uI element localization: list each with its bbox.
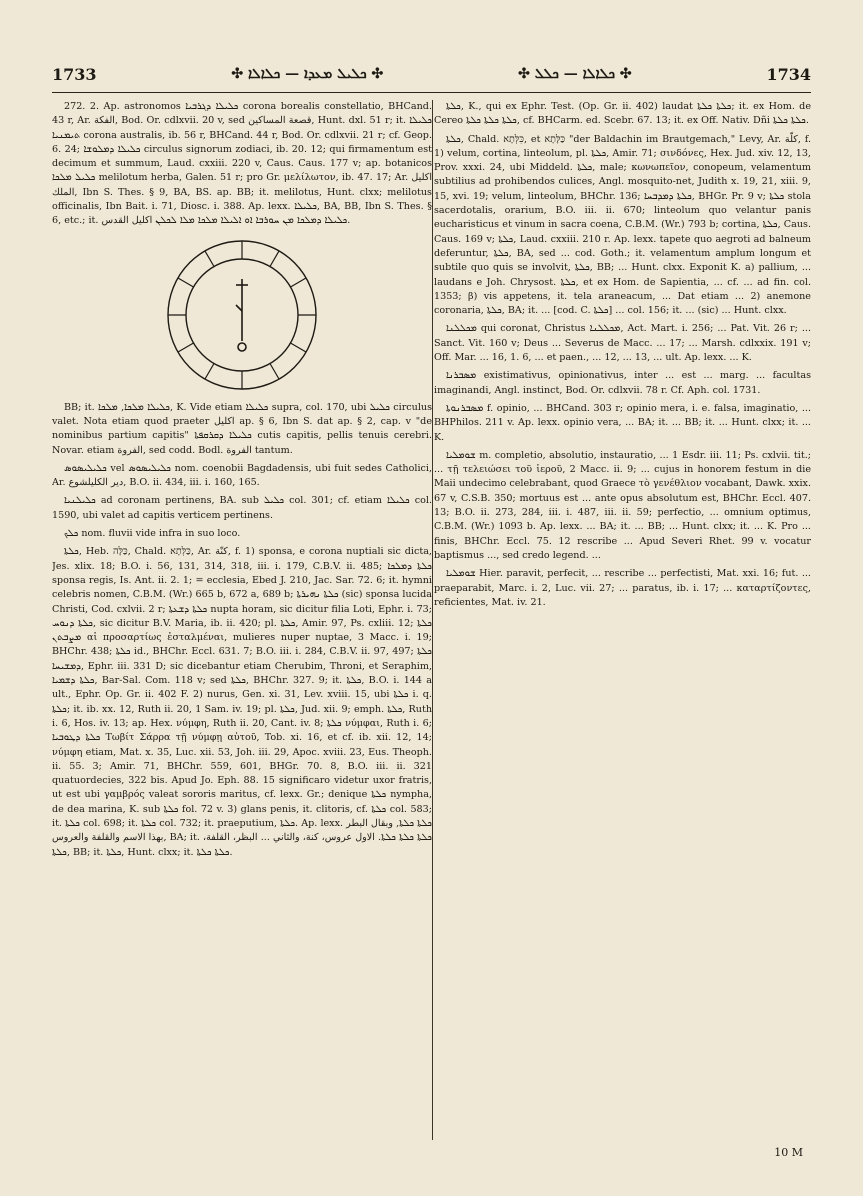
right-running-title: ✣ ܟܠܐܠܐ — ܟܠܠ ✣ [518,66,632,82]
entry-paragraph: ܟܠܬܐ, Chald. כִּלְּתָא, et כַּלָּתָא "der Baldachin im Brautgemach," Levy, Ar. كلّة, f. 1) velum, cortina, linteolum, pl. ܟܠܬܐ, Amir. 71; σινδόνες, Hex. Jud. xiv. 12, 13, Prov. xxxi. 24, ubi Middeld. ܟܠܬܐ, male; κωνωπεῖον, conopeum, velamentum subtilius ad prohibendos culices, Angl. mosquito-net, Judith x. 19, 21, xiii. 9, 15, xvi. 19; velum, linteolum, BHChr. 136; ܟܠܬܐ ܕܡܕܒܚܐ, BHGr. Pr. 9 v; ܟܠܬܐ stola sacerdotalis, orarium, B.O. iii. ii. 670; linteolum quo velantur panis eucharisticus et vinum in sacra coena, C.B.M. (Wr.) 793 b; cortina, ܟܠܬܐ, Caus. Caus. 169 v; ܟܠܬܐ, Laud. cxxiii. 210 r. Ap. lexx. tapete quo aegroti ad balneum deferuntur, ܟܠܬܐ, BA, sed ... cod. Goth.; it. velamentum amplum longum et subtile quo quis se involvit, ܟܠܬܐ, BB; ... Hunt. clxx. Exponit K. a) pallium, ... laudans e Joh. Chrysost. ܟܠܬܐ, et ex Hom. de Sapientia, ... cf. ... ad fin. col. 1353; β) vis appetens, it. tela araneacum, ... Dat etiam ... 2) anemone coronaria, ܟܠܬܐ, BA; it. ... [cod. C. ܟܠܬܐ] ... col. 156; it. ... (sic) ... Hunt. clxx. [434,133,811,317]
entry-paragraph: ܫܘܡܠܝܐ Hier. paravit, perfecit, ... rescribe ... perfectisti, Mat. xxi. 16; fut. ... praeparabit, Marc. i. 2, Luc. vii. 27; ... paratus, ib. i. 17; ... καταρτίζοντες, reficientes, Mat. iv. 21. [434,568,811,608]
right-page-number: 1734 [766,64,811,84]
page-header [52,60,811,88]
entry-paragraph: BB; it. ܟܠܝܠܐ ܡܠܟܐ, ܡܠܟܐ, K. Vide etiam ܟܠܝܠܐ supra, col. 170, ubi ܟܠܝܠ circulus valet. Nota etiam quod praeter اكليل ap. § 6, Ibn S. dat ap. § 2, cap. v "de nominibus partium capitis" ܟܠܝܠܐ ܕܩܪܩܦܬܐ cutis capitis, pellis tenuis cerebri. Novar. etiam الفروة, sed codd. Bodl. الفروة tantum. [52,401,432,456]
entry-paragraph: ܟܠܬܐ, K., qui ex Ephr. Test. (Op. Gr. ii. 402) laudat ܟܠܬܐ ܟܠܬܐ; it. ex Hom. de Cereo ܟܠܬܐ ܟܠܬܐ ܟܠܬܐ, cf. BHCarm. ed. Scebr. 67. 13; it. ex Off. Nativ. Dñi ܟܠܬܐ ܟܠܬܐ. [434,101,811,127]
right-column [434,100,811,1140]
left-running-title: ✣ ܟܠܝܠ ܡܥܕܐ — ܟܠܐܠܐ ✣ [231,66,384,82]
entry-paragraph: ܡܟܠܠܢܐ qui coronat, Christus ܡܟܠܠܢܐ, Act. Mart. i. 256; ... Pat. Vit. 26 r; ... Sanct. Vit. 160 v; Deus ... Severus de Macc. ... 17; ... Marsh. cdlxxix. 191 v; Off. Mar. ... 16, 1. 6, ... et paen., ... 12, ... 13, ... ult. Ap. lexx. ... K. [434,323,811,364]
left-column [52,100,432,1140]
column-divider [432,100,433,1140]
entry-paragraph: ܟܠܬܐ, Heb. כַּלָּה, Chald. כַּלְּתָא, Ar. كنّة, f. 1) sponsa, e corona nuptiali sic dicta, Jes. xlix. 18; B.O. i. 56, 131, 314, 318, iii. i. 179, C.B.V. ii. 485; ܟܠܬܐ ܕܡܠܟܐ sponsa regis, Is. Ant. ii. 2. 1; = ecclesia, Ebed J. 210, Jac. Sar. 72. 6; it. hymni celebris nomen, C.B.M. (Wr.) 665 b, 672 a, 689 b; ܟܠܬܐ ܢܗܝܪܬܐ (sic) sponsa lucida Christi, Cod. cxlvii. 2 r; ܟܠܬܐ ܕܫܥܬܐ nupta horam, sic dicitur filia Loti, Ephr. i. 73; ܟܠܬܐ ܕܢܘܚ, sic dicitur B.V. Maria, ib. ii. 420; pl. ܟܠܬܐ, Amir. 97, Ps. cxliii. 12; ܟܠܬܐ ܡܨܒܬܢ αἱ προσαρτίως ἐσταλμέναι, mulieres nuper nuptae, 3 Macc. i. 19; BHChr. 438; ܟܠܬܐ id., BHChr. Eccl. 631. 7; B.O. iii. i. 284, C.B.V. ii. 97, 497; ܟܠܬܐ ܕܡܫܝܚܐ, Ephr. iii. 331 D; sic dicebantur etiam Cherubim, Throni, et Seraphim, ܟܠܬܐ ܕܫܡܝܐ, Bar-Sal. Com. 118 v; sed ܟܠܬܐ, BHChr. 327. 9; it. ܟܠܬܐ, B.O. i. 144 a ult., Ephr. Op. Gr. ii. 402 F. 2) nurus, Gen. xi. 31, Lev. xviii. 15, ubi ܟܠܬܐ i. q. ܟܠܬܐ; it. ib. xx. 12, Ruth ii. 20, 1 Sam. iv. 19; pl. ܟܠܬܐ, Jud. xii. 9; emph. ܟܠܬܐ, Ruth i. 6, Hos. iv. 13; ap. Hex. νύμφη, Ruth ii. 20, Cant. iv. 8; ܟܠܬܐ νύμφαι, Ruth i. 6; ܟܠܬܐ ܕܛܘܒܝܐ Τωβίτ Σάρρα τῇ νύμφῃ αὐτοῦ, Tob. xi. 16, et cf. ib. xii. 12, 14; νύμφη etiam, Mat. x. 35, Luc. xii. 53, Joh. iii. 29, Apoc. xviii. 23, Eus. Theoph. ii. 55. 3; Amir. 71, BHChr. 559, 601, BHGr. 70. 8, B.O. iii. ii. 321 quatuordecies, 322 bis. Apud Jo. Eph. 88. 15 significaro videtur uxor fratris, ut est ubi γαμβρός valeat sororis maritus, cf. lexx. Gr.; denique ܟܠܬܐ nympha, de dea marina, K. sub ܟܠܬܐ fol. 72 v. 3) glans penis, it. clitoris, cf. ܟܠܬܐ col. 583; it. ܟܠܬܐ col. 698; it. ܟܠܬܐ col. 732; it. praeputium, ܟܠܬܐ. Ap. lexx. ܟܠܬܐ ܟܠܬܐ, وبقال البطر بهذا الاسم والقلفة والعروس, BA; it. ܟܠܬܐ ܟܠܬܐ ܟܠܬܐ. الاول عروس، كنة، والثاني ... البظر، القلفة، ܟܠܬܐ, BB; it. ܟܠܬܐ, Hunt. clxx; it. ܟܠܬܐ ܟܠܬܐ. [52,546,432,858]
entry-paragraph: 272. 2. Ap. astronomos ܟܠܝܠܐ ܕܓܪܒܝܐ corona borealis constellatio, BHCand. 43 r, Ar. الفكة, Bod. Or. cdlxvii. 20 v, sed قصعة المساكين, Hunt. dxl. 51 r; it. ܟܠܝܠܐ ܬܝܡܢܝܐ corona australis, ib. 56 r, BHCand. 44 r, Bod. Or. cdlxvii. 21 r; cf. Geop. 6. 24; ܟܠܝܠܐ ܕܡܠܘܫܐ circulus signorum zodiaci, ib. 20. 12; qui firmamentum est decimum et summum, Laud. cxxiii. 220 v, Caus. Caus. 177 v; ap. botanicos ܟܠܝܠ ܡܠܟܐ melilotum herba, Galen. 51 r; pro Gr. μελίλωτον, ib. 47. 17; Ar. اكليل الملك, Ibn S. Thes. § 9, BA, BS. ap. BB; it. melilotus, Hunt. clxx; melilotus officinalis, Ibn Bait. i. 71, Diosc. i. 388. Ap. lexx. ܟܠܝܠܐ, BA, BB, Ibn S. Thes. § 6, etc.; it. ܟܠܝܠܐ ܕܡܠܟܐ ܡܢ ܚܘܪܒܐ ܐܘ ܐܠܝܠܐ ܡܠܟܐ ܡܠܐ ܠܟܠܢ اكليل القدس. [52,101,432,227]
entry-paragraph: ܟܠܟ nom. fluvii vide infra in suo loco. [64,528,241,540]
zodiac-figure [52,235,432,395]
header-rule [52,92,811,93]
entry-paragraph: ܡܣܒܪܢܘܬܐ f. opinio, ... BHCand. 303 r; opinio mera, i. e. falsa, imaginatio, ... BHPhilos. 211 v. Ap. lexx. opinio vera, ... BA; it. ... BB; it. ... Hunt. clxx; it. ... K. [434,402,811,443]
signature-mark: 10 M [774,1146,803,1159]
entry-paragraph: ܟܠܝܠܢܝܐ ad coronam pertinens, BA. sub ܟܠܝܠ col. 301; cf. etiam ܟܠܝܠܐ col. 1590, ubi valet ad capitis verticem pertinens. [52,495,432,521]
left-page-number: 1733 [52,64,97,84]
entry-paragraph: ܫܘܡܠܝܐ m. completio, absolutio, instauratio, ... 1 Esdr. iii. 11; Ps. cxlvii. tit.; ... τῇ τελειώσει τοῦ ἱεροῦ, 2 Macc. ii. 9; ... cujus in honorem festum in die Maii undecimo celebrabant, quod Graece τὸ γενέθλιον vocabant, Dawk. xxix. 67 v, C.S.B. 350; mortuus est ... ante opus absolutum est, BHChr. Eccl. 407. 13; B.O. ii. 273, 284, iii. i. 487, iii. ii. 59; perfectio, ... omnium optimus, C.B.M. (Wr.) 1093 b. Ap. lexx. ... BA; it. ... BB; ... Hunt. clxx; it. ... K. Pro ... finis, BHChr. Eccl. 75. 12 rescribe ... Apud Severi Rhet. 99 v. vocatur baptismus ..., sed credo legend. ... [434,449,811,561]
entry-paragraph: ܟܠܝܠܝܣܘܣ vel ܟܠܝܠܝܣܘܣ nom. coenobii Bagdadensis, ubi fuit sedes Catholici, Ar. دير الكليلشوع, B.O. ii. 434, iii. i. 160, 165. [52,462,432,489]
entry-paragraph: ܡܣܒܪܢܐ existimativus, opinionativus, inter ... est ... marg. ... facultas imaginandi, Angl. instinct, Bod. Or. cdlxvii. 78 r. Cf. Aph. col. 1731. [434,370,811,396]
zodiac-circle-icon [162,235,322,395]
